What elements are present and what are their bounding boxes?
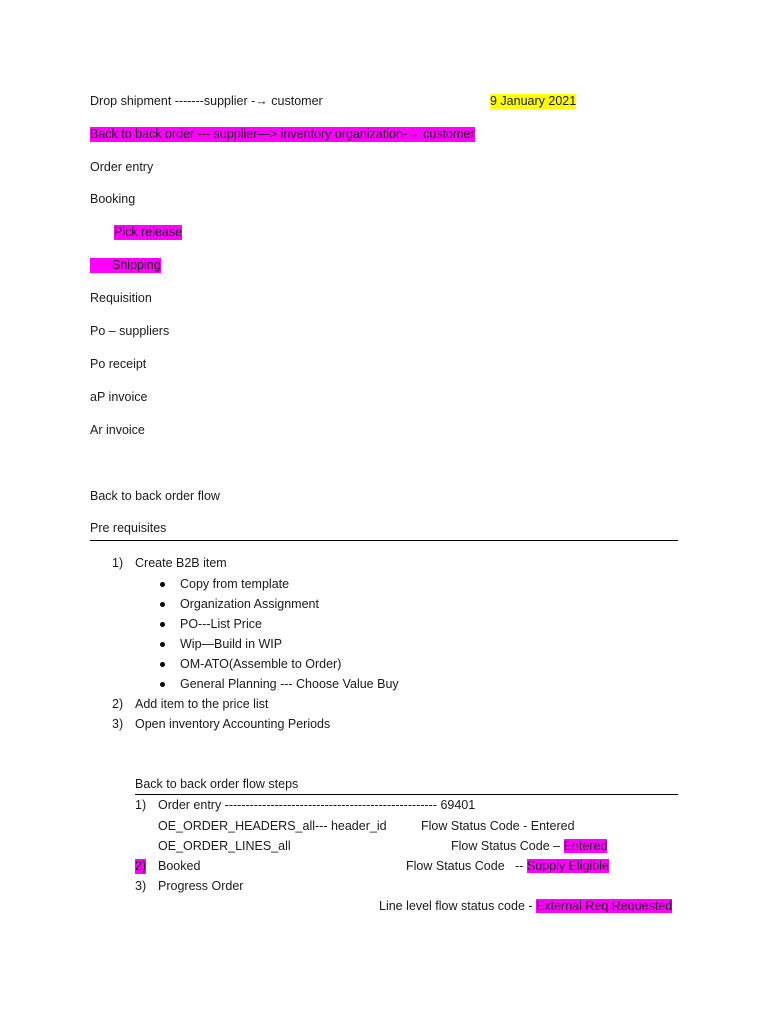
process-item-shipping: Shipping <box>90 258 161 273</box>
prereq-item-2: Add item to the price list <box>135 697 269 711</box>
bullet-icon <box>160 622 165 627</box>
sub-item-om-ato: OM-ATO(Assemble to Order) <box>180 657 342 671</box>
process-item-pick-release: Pick release <box>114 225 183 239</box>
process-item-ap-invoice: aP invoice <box>90 390 148 404</box>
line-level-label: Line level flow status code - <box>379 899 537 913</box>
lines-flow-status <box>451 839 607 854</box>
date-label: 9 January 2021 <box>490 94 577 108</box>
step-num-2: 2) <box>135 859 147 873</box>
lines-table-name: OE_ORDER_LINES_all <box>158 839 291 853</box>
steps-title: Back to back order flow steps <box>135 777 299 791</box>
back-to-back-line: Back to back order --- supplier—> inventory organization-→ customer <box>90 127 475 141</box>
process-item-booking: Booking <box>90 192 136 206</box>
step-num-1: 1) <box>135 798 147 812</box>
step-order-entry: Order entry --------------------------------------------------- 69401 <box>158 798 476 812</box>
sub-item-org-assignment: Organization Assignment <box>180 597 319 611</box>
lines-status-label: Flow Status Code – <box>451 839 564 853</box>
line-level-value: External Req Requested <box>536 899 673 913</box>
bullet-icon <box>160 602 165 607</box>
step-booked: Booked <box>158 859 201 873</box>
steps-rule <box>135 794 678 795</box>
process-item-ar-invoice: Ar invoice <box>90 423 145 437</box>
prereq-item-1: Create B2B item <box>135 556 227 570</box>
prereq-num-3: 3) <box>112 717 124 731</box>
booked-flow-status <box>406 859 609 874</box>
headers-flow-status: Flow Status Code - Entered <box>421 819 575 833</box>
prereq-num-1: 1) <box>112 556 124 570</box>
headers-table-name: OE_ORDER_HEADERS_all--- header_id <box>158 819 387 833</box>
bullet-icon <box>160 642 165 647</box>
drop-shipment-line: Drop shipment -------supplier -→ customer <box>90 94 323 108</box>
prereq-rule <box>90 540 678 541</box>
bullet-icon <box>160 582 165 587</box>
lines-status-value: Entered <box>563 839 608 853</box>
bullet-icon <box>160 682 165 687</box>
process-item-requisition: Requisition <box>90 291 152 305</box>
line-level-flow-status <box>379 899 672 914</box>
bullet-icon <box>160 662 165 667</box>
sub-item-po-list-price: PO---List Price <box>180 617 262 631</box>
booked-status-value: Supply Eligible <box>526 859 609 873</box>
sub-item-copy-template: Copy from template <box>180 577 290 591</box>
booked-status-label: Flow Status Code -- <box>406 859 527 873</box>
step-num-3: 3) <box>135 879 147 893</box>
prereq-num-2: 2) <box>112 697 124 711</box>
flow-title: Back to back order flow <box>90 489 220 503</box>
prereq-item-3: Open inventory Accounting Periods <box>135 717 331 731</box>
process-item-order-entry: Order entry <box>90 160 154 174</box>
process-item-po-receipt: Po receipt <box>90 357 147 371</box>
prereq-title: Pre requisites <box>90 521 167 535</box>
step-progress-order: Progress Order <box>158 879 244 893</box>
process-item-po-suppliers: Po – suppliers <box>90 324 170 338</box>
sub-item-general-planning: General Planning --- Choose Value Buy <box>180 677 399 691</box>
sub-item-wip: Wip—Build in WIP <box>180 637 283 651</box>
